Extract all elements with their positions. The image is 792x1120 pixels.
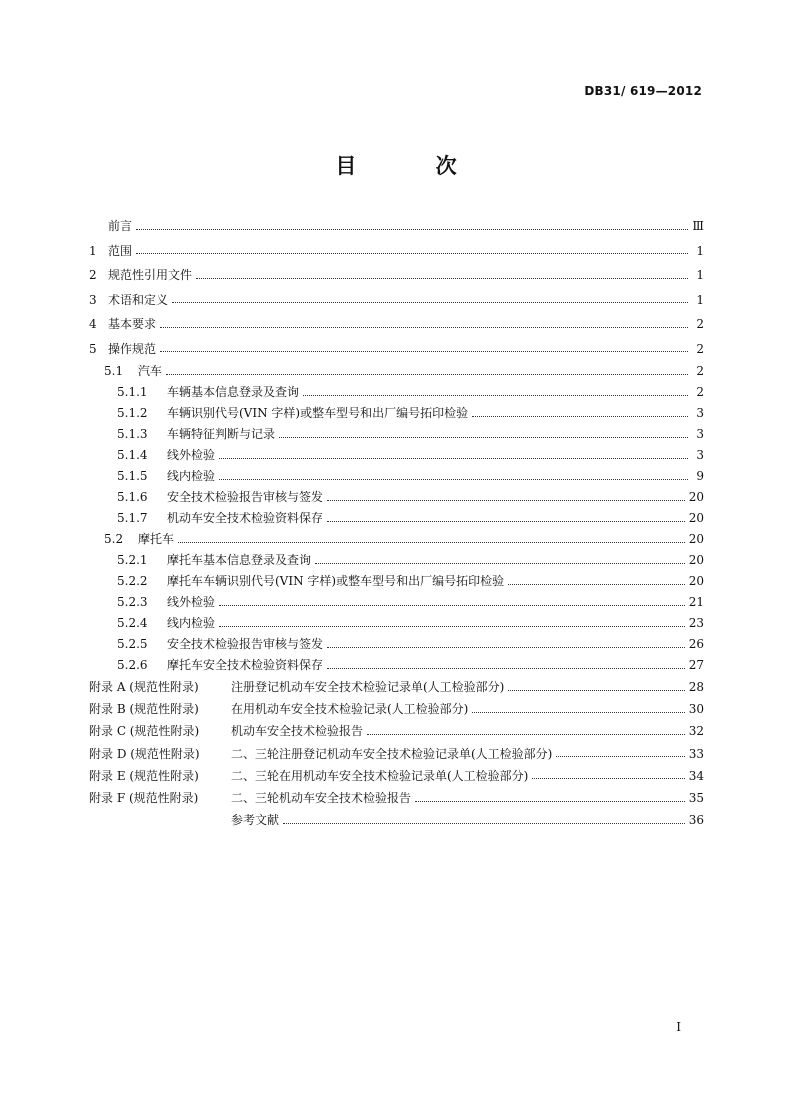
toc-entry[interactable] bbox=[89, 288, 704, 313]
toc-entry-page: 33 bbox=[688, 746, 704, 761]
toc-entry-page: 32 bbox=[688, 724, 704, 739]
toc-entry-title: 操作规范 bbox=[108, 341, 157, 356]
toc-entry-page: 3 bbox=[696, 427, 704, 441]
toc-entry-page: 1 bbox=[696, 292, 704, 307]
toc-entry[interactable] bbox=[89, 361, 704, 382]
toc-entry-page: Ⅲ bbox=[692, 219, 704, 233]
toc-entry-page: 2 bbox=[696, 317, 704, 331]
toc-entry-page: 20 bbox=[688, 574, 704, 588]
dot-leader bbox=[303, 395, 688, 396]
toc-entry-page: 3 bbox=[696, 448, 704, 462]
toc-entry-title: 二、三轮机动车安全技术检验报告 bbox=[231, 790, 412, 805]
toc-entry-page: 20 bbox=[688, 532, 704, 546]
toc-entry-title: 前言 bbox=[108, 219, 133, 233]
toc-entry-number: 5.1.2 bbox=[117, 406, 148, 420]
dot-leader bbox=[367, 734, 685, 735]
dot-leader bbox=[219, 605, 685, 606]
toc-entry-title: 摩托车基本信息登录及查询 bbox=[167, 553, 312, 567]
dot-leader bbox=[472, 416, 688, 417]
toc-entry-number: 附录 C (规范性附录) bbox=[89, 724, 200, 739]
toc-entry-number: 5.2.4 bbox=[117, 616, 148, 630]
toc-entry-title: 线内检验 bbox=[167, 469, 216, 483]
toc-entry-title: 机动车安全技术检验报告 bbox=[231, 724, 364, 739]
toc-entry-page: 21 bbox=[688, 595, 704, 609]
toc-entry-number: 2 bbox=[89, 268, 97, 282]
toc-entry-page: 9 bbox=[696, 469, 704, 483]
dot-leader bbox=[556, 756, 684, 757]
toc-entry[interactable] bbox=[89, 214, 704, 239]
toc-entry-title: 线外检验 bbox=[167, 595, 216, 609]
toc-entry-number: 附录 B (规范性附录) bbox=[89, 702, 199, 717]
toc-entry-number: 5.2.5 bbox=[117, 637, 148, 651]
toc-entry-title: 范围 bbox=[108, 243, 133, 258]
toc-entry-number: 5.2.3 bbox=[117, 595, 148, 609]
page-title: 目 次 bbox=[335, 154, 493, 178]
toc-entry[interactable] bbox=[89, 634, 704, 655]
toc-entry-number: 5.1.1 bbox=[117, 385, 148, 399]
toc-entry[interactable] bbox=[89, 550, 704, 571]
toc-entry-page: 23 bbox=[688, 616, 704, 630]
toc-entry[interactable] bbox=[89, 466, 704, 487]
dot-leader bbox=[178, 542, 685, 543]
toc-entry[interactable] bbox=[89, 613, 704, 634]
dot-leader bbox=[508, 690, 684, 691]
dot-leader bbox=[196, 278, 688, 279]
toc-entry-number: 5.2 bbox=[104, 532, 124, 546]
dot-leader bbox=[279, 437, 688, 438]
toc-entry-title: 安全技术检验报告审核与签发 bbox=[167, 637, 324, 651]
toc-entry[interactable] bbox=[89, 809, 704, 831]
toc-entry-number: 1 bbox=[89, 243, 97, 258]
dot-leader bbox=[327, 521, 685, 522]
dot-leader bbox=[160, 327, 688, 328]
dot-leader bbox=[315, 563, 685, 564]
toc-entry-number: 附录 E (规范性附录) bbox=[89, 768, 199, 783]
toc-entry[interactable] bbox=[89, 592, 704, 613]
toc-entry-page: 36 bbox=[688, 813, 704, 828]
toc-entry-title: 基本要求 bbox=[108, 317, 157, 331]
toc-entry-page: 28 bbox=[688, 680, 704, 694]
toc-entry-page: 20 bbox=[688, 490, 704, 504]
toc-entry-page: 2 bbox=[696, 364, 704, 378]
toc-entry-title: 二、三轮在用机动车安全技术检验记录单(人工检验部分) bbox=[231, 768, 529, 783]
toc-entry-title: 摩托车 bbox=[138, 532, 175, 546]
dot-leader bbox=[508, 584, 685, 585]
footer-page-number: I bbox=[676, 1020, 681, 1034]
dot-leader bbox=[136, 253, 688, 254]
toc-entry-number: 5.1.6 bbox=[117, 490, 148, 504]
toc-entry[interactable] bbox=[89, 337, 704, 362]
toc-entry[interactable] bbox=[89, 403, 704, 424]
toc-entry-number: 附录 D (规范性附录) bbox=[89, 746, 200, 761]
toc-entry-number: 5.2.6 bbox=[117, 658, 148, 672]
dot-leader bbox=[415, 801, 685, 802]
toc-entry-title: 线外检验 bbox=[167, 448, 216, 462]
toc-entry-page: 1 bbox=[696, 243, 704, 258]
toc-entry[interactable] bbox=[89, 720, 704, 742]
dot-leader bbox=[172, 302, 688, 303]
dot-leader bbox=[136, 229, 688, 230]
toc-entry-title: 车辆特征判断与记录 bbox=[167, 427, 276, 441]
dot-leader bbox=[160, 351, 688, 352]
toc-entry[interactable] bbox=[89, 529, 704, 550]
dot-leader bbox=[219, 479, 688, 480]
toc-entry-page: 3 bbox=[696, 406, 704, 420]
toc-entry-number: 5.2.2 bbox=[117, 574, 148, 588]
toc-entry-title: 车辆基本信息登录及查询 bbox=[167, 385, 300, 399]
toc-entry-title: 二、三轮注册登记机动车安全技术检验记录单(人工检验部分) bbox=[231, 746, 553, 761]
toc-entry-page: 1 bbox=[696, 268, 704, 282]
toc-entry-number: 4 bbox=[89, 317, 97, 331]
toc-entry[interactable] bbox=[89, 571, 704, 592]
toc-entry-page: 30 bbox=[688, 702, 704, 717]
toc-entry-number: 5.1.7 bbox=[117, 511, 148, 525]
toc-entry-number: 5.1 bbox=[104, 364, 124, 378]
toc-entry[interactable] bbox=[89, 312, 704, 337]
toc-entry-title: 术语和定义 bbox=[108, 292, 169, 307]
dot-leader bbox=[327, 647, 685, 648]
toc-entry-title: 在用机动车安全技术检验记录(人工检验部分) bbox=[231, 702, 469, 717]
toc-entry-number: 5 bbox=[89, 341, 97, 356]
toc-entry[interactable] bbox=[89, 508, 704, 529]
toc-entry-title: 线内检验 bbox=[167, 616, 216, 630]
toc-entry-page: 20 bbox=[688, 553, 704, 567]
toc-entry-number: 3 bbox=[89, 292, 97, 307]
toc-entry[interactable] bbox=[89, 698, 704, 720]
toc-entry-number: 5.1.5 bbox=[117, 469, 148, 483]
toc-entry[interactable] bbox=[89, 655, 704, 676]
toc-entry[interactable] bbox=[89, 787, 704, 809]
toc-entry-title: 摩托车车辆识别代号(VIN 字样)或整车型号和出厂编号拓印检验 bbox=[167, 574, 505, 588]
toc-entry-number: 附录 F (规范性附录) bbox=[89, 790, 199, 805]
toc-entry-page: 27 bbox=[688, 658, 704, 672]
toc-entry[interactable] bbox=[89, 487, 704, 508]
document-code: DB31/ 619—2012 bbox=[584, 84, 702, 98]
toc-entry-page: 20 bbox=[688, 511, 704, 525]
dot-leader bbox=[327, 668, 685, 669]
toc-entry[interactable] bbox=[89, 676, 704, 698]
dot-leader bbox=[283, 823, 685, 824]
toc-entry-title: 规范性引用文件 bbox=[108, 268, 193, 282]
table-of-contents bbox=[89, 214, 704, 831]
toc-entry-number: 5.1.3 bbox=[117, 427, 148, 441]
toc-entry-page: 35 bbox=[688, 790, 704, 805]
toc-entry[interactable] bbox=[89, 382, 704, 403]
toc-entry[interactable] bbox=[89, 263, 704, 288]
toc-entry-page: 26 bbox=[688, 637, 704, 651]
toc-entry[interactable] bbox=[89, 765, 704, 787]
toc-entry-number: 5.1.4 bbox=[117, 448, 148, 462]
dot-leader bbox=[166, 374, 688, 375]
toc-entry[interactable] bbox=[89, 239, 704, 264]
toc-entry-title: 安全技术检验报告审核与签发 bbox=[167, 490, 324, 504]
toc-entry-number: 附录 A (规范性附录) bbox=[89, 680, 199, 694]
toc-entry-number: 5.2.1 bbox=[117, 553, 148, 567]
toc-entry[interactable] bbox=[89, 445, 704, 466]
dot-leader bbox=[219, 458, 688, 459]
toc-entry-title: 机动车安全技术检验资料保存 bbox=[167, 511, 324, 525]
toc-entry-title: 摩托车安全技术检验资料保存 bbox=[167, 658, 324, 672]
dot-leader bbox=[472, 712, 684, 713]
dot-leader bbox=[219, 626, 685, 627]
toc-entry-page: 2 bbox=[696, 341, 704, 356]
dot-leader bbox=[327, 500, 685, 501]
toc-entry-page: 2 bbox=[696, 385, 704, 399]
toc-entry-title: 注册登记机动车安全技术检验记录单(人工检验部分) bbox=[231, 680, 505, 694]
dot-leader bbox=[532, 778, 684, 779]
toc-entry[interactable] bbox=[89, 424, 704, 445]
toc-entry-title: 汽车 bbox=[138, 364, 163, 378]
toc-entry[interactable] bbox=[89, 743, 704, 765]
toc-entry-page: 34 bbox=[688, 768, 704, 783]
toc-entry-title: 参考文献 bbox=[231, 813, 280, 828]
toc-entry-title: 车辆识别代号(VIN 字样)或整车型号和出厂编号拓印检验 bbox=[167, 406, 469, 420]
